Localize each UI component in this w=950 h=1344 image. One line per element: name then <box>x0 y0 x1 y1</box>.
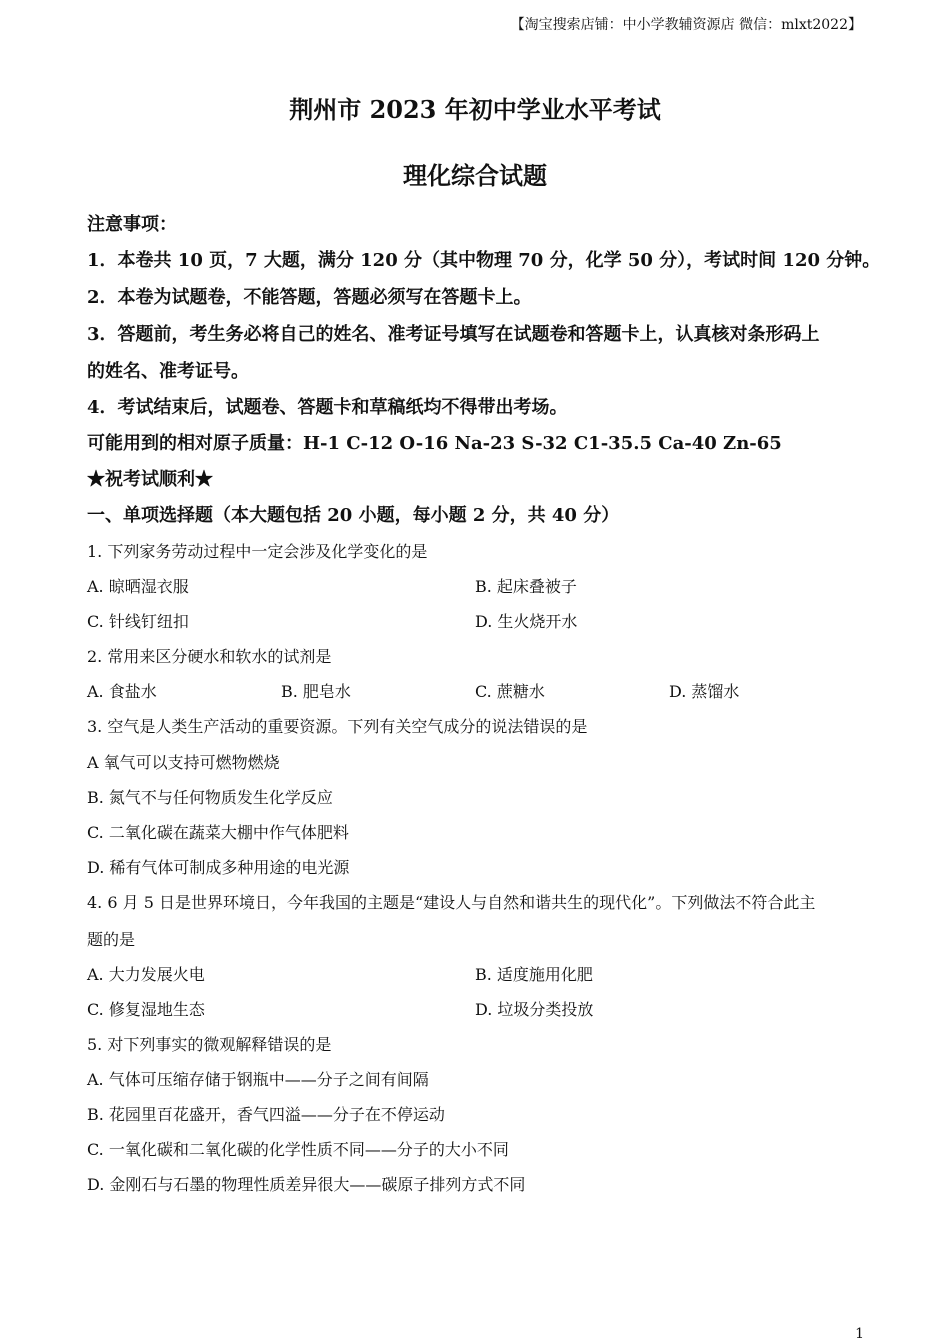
question-3-option-a: A 氧气可以支持可燃物燃烧 <box>87 753 280 772</box>
question-2-option-a: A. 食盐水 <box>87 682 157 701</box>
question-4-stem-cont: 题的是 <box>87 930 136 949</box>
question-5-option-a: A. 气体可压缩存储于钢瓶中——分子之间有间隔 <box>87 1070 429 1089</box>
question-1-option-d: D. 生火烧开水 <box>475 612 578 631</box>
question-2-stem: 2. 常用来区分硬水和软水的试剂是 <box>87 647 332 666</box>
notice-item-3-cont: 的姓名、准考证号。 <box>87 361 249 382</box>
question-3-option-c: C. 二氧化碳在蔬菜大棚中作气体肥料 <box>87 823 349 842</box>
question-1-stem: 1. 下列家务劳动过程中一定会涉及化学变化的是 <box>87 542 428 561</box>
question-4-option-a: A. 大力发展火电 <box>87 965 205 984</box>
notice-item-4: 4．考试结束后，试题卷、答题卡和草稿纸均不得带出考场。 <box>87 397 568 418</box>
question-4-option-d: D. 垃圾分类投放 <box>475 1000 594 1019</box>
good-luck-note: ★祝考试顺利★ <box>87 469 213 490</box>
notice-item-3: 3．答题前，考生务必将自己的姓名、准考证号填写在试题卷和答题卡上，认真核对条形码上 <box>87 324 820 345</box>
header-note: 【淘宝搜索店铺：中小学教辅资源店 微信：mlxt2022】 <box>510 17 862 33</box>
question-3-stem: 3. 空气是人类生产活动的重要资源。下列有关空气成分的说法错误的是 <box>87 717 588 736</box>
atomic-masses: 可能用到的相对原子质量：H-1 C-12 O-16 Na-23 S-32 C1-35.5 Ca-40 Zn-65 <box>87 433 782 454</box>
question-5-option-b: B. 花园里百花盛开，香气四溢——分子在不停运动 <box>87 1105 445 1124</box>
exam-title: 荆州市 2023 年初中学业水平考试 <box>289 95 661 124</box>
notice-heading: 注意事项： <box>87 214 177 235</box>
question-1-option-c: C. 针线钉纽扣 <box>87 612 189 631</box>
question-4-option-c: C. 修复湿地生态 <box>87 1000 205 1019</box>
question-1-option-b: B. 起床叠被子 <box>475 577 577 596</box>
question-4-stem: 4. 6 月 5 日是世界环境日，今年我国的主题是“建设人与自然和谐共生的现代化”。下列做法不符合此主 <box>87 893 816 912</box>
notice-item-2: 2．本卷为试题卷，不能答题，答题必须写在答题卡上。 <box>87 287 532 308</box>
exam-subtitle: 理化综合试题 <box>403 161 547 190</box>
question-2-option-d: D. 蒸馏水 <box>669 682 740 701</box>
question-2-option-c: C. 蔗糖水 <box>475 682 545 701</box>
question-3-option-b: B. 氮气不与任何物质发生化学反应 <box>87 788 333 807</box>
page-number: 1 <box>855 1326 864 1342</box>
question-5-option-d: D. 金刚石与石墨的物理性质差异很大——碳原子排列方式不同 <box>87 1175 526 1194</box>
section-title: 一、单项选择题（本大题包括 20 小题，每小题 2 分，共 40 分） <box>87 505 620 526</box>
question-5-stem: 5. 对下列事实的微观解释错误的是 <box>87 1035 332 1054</box>
question-5-option-c: C. 一氧化碳和二氧化碳的化学性质不同——分子的大小不同 <box>87 1140 509 1159</box>
question-4-option-b: B. 适度施用化肥 <box>475 965 593 984</box>
question-3-option-d: D. 稀有气体可制成多种用途的电光源 <box>87 858 350 877</box>
notice-item-1: 1．本卷共 10 页，7 大题，满分 120 分（其中物理 70 分，化学 50 分），考试时间 120 分钟。 <box>87 250 881 271</box>
question-1-option-a: A. 晾晒湿衣服 <box>87 577 189 596</box>
question-2-option-b: B. 肥皂水 <box>281 682 351 701</box>
